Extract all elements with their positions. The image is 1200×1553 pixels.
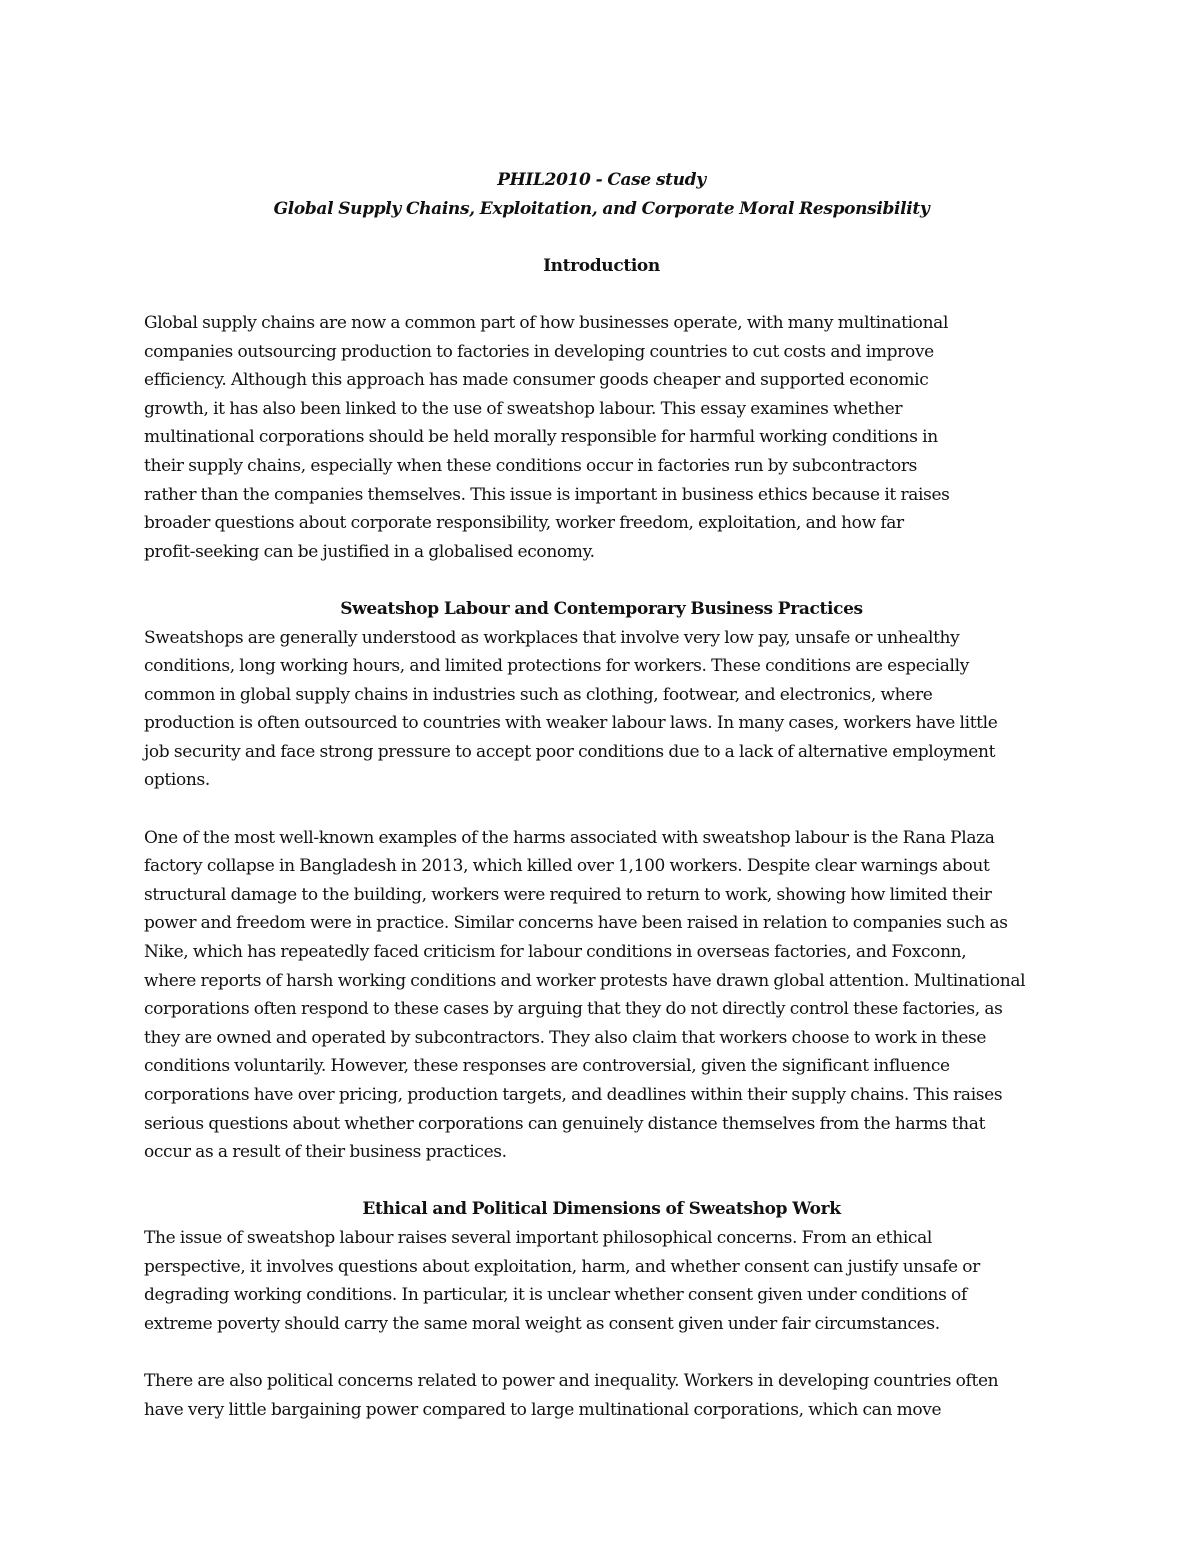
section-heading-sweatshop-labour: Sweatshop Labour and Contemporary Business Practices [340, 598, 863, 619]
text-line: Global supply chains are now a common part of how businesses operate, with many multinational [144, 312, 949, 333]
text-line: companies outsourcing production to factories in developing countries to cut costs and improve [144, 341, 934, 362]
document-page [144, 166, 1059, 1424]
paragraph [144, 1367, 1059, 1424]
spacer [144, 795, 1059, 824]
document-title: PHIL2010 - Case study [497, 170, 706, 190]
spacer [144, 1338, 1059, 1367]
section-heading-ethical-political: Ethical and Political Dimensions of Sweatshop Work [362, 1199, 841, 1220]
text-line: degrading working conditions. In particular, it is unclear whether consent given under conditions of [144, 1285, 967, 1306]
text-line: conditions, long working hours, and limited protections for workers. These conditions are especially [144, 656, 969, 677]
text-line: There are also political concerns related to power and inequality. Workers in developing countries often [144, 1370, 999, 1391]
spacer [144, 280, 1059, 309]
text-line: their supply chains, especially when these conditions occur in factories run by subcontractors [144, 455, 917, 476]
text-line: growth, it has also been linked to the use of sweatshop labour. This essay examines whether [144, 398, 903, 419]
text-line: serious questions about whether corporations can genuinely distance themselves from the harms that [144, 1113, 986, 1134]
text-line: corporations have over pricing, production targets, and deadlines within their supply chains. This raises [144, 1085, 1003, 1105]
text-line: have very little bargaining power compared to large multinational corporations, which can move [144, 1399, 942, 1420]
text-line: corporations often respond to these cases by arguing that they do not directly control these factories, as [144, 999, 1003, 1020]
text-line: One of the most well-known examples of the harms associated with sweatshop labour is the Rana Plaza [144, 827, 995, 848]
text-line: conditions voluntarily. However, these responses are controversial, given the significant influence [144, 1056, 950, 1077]
spacer [144, 1167, 1059, 1196]
text-line: multinational corporations should be held morally responsible for harmful working conditions in [144, 427, 938, 448]
text-line: rather than the companies themselves. This issue is important in business ethics because it raises [144, 484, 950, 505]
text-line: extreme poverty should carry the same moral weight as consent given under fair circumstances. [144, 1313, 940, 1334]
text-line: efficiency. Although this approach has made consumer goods cheaper and supported economic [144, 370, 929, 391]
text-line: profit-seeking can be justified in a globalised economy. [144, 541, 595, 562]
text-line: they are owned and operated by subcontractors. They also claim that workers choose to work in these [144, 1027, 987, 1048]
text-line: perspective, it involves questions about exploitation, harm, and whether consent can justify unsafe or [144, 1256, 980, 1277]
text-line: Sweatshops are generally understood as workplaces that involve very low pay, unsafe or unhealthy [144, 627, 960, 648]
text-line: production is often outsourced to countries with weaker labour laws. In many cases, workers have little [144, 713, 998, 734]
text-line: broader questions about corporate responsibility, worker freedom, exploitation, and how far [144, 513, 904, 534]
paragraph [144, 1224, 1059, 1338]
text-line: occur as a result of their business practices. [144, 1142, 507, 1163]
spacer [144, 223, 1059, 252]
document-subtitle: Global Supply Chains, Exploitation, and Corporate Moral Responsibility [273, 198, 930, 219]
paragraph [144, 824, 1059, 1167]
text-line: structural damage to the building, workers were required to return to work, showing how limited their [144, 884, 992, 905]
text-line: factory collapse in Bangladesh in 2013, which killed over 1,100 workers. Despite clear warnings about [144, 856, 990, 877]
text-line: common in global supply chains in industries such as clothing, footwear, and electronics, where [144, 684, 933, 705]
paragraph [144, 624, 1059, 796]
text-line: job security and face strong pressure to accept poor conditions due to a lack of alternative employment [144, 741, 996, 762]
text-line: power and freedom were in practice. Similar concerns have been raised in relation to companies such as [144, 913, 1008, 934]
text-line: The issue of sweatshop labour raises several important philosophical concerns. From an ethical [144, 1227, 932, 1248]
paragraph [144, 309, 1059, 566]
text-line: where reports of harsh working conditions and worker protests have drawn global attention. Multinational [144, 970, 1026, 991]
spacer [144, 566, 1059, 595]
text-line: options. [144, 770, 210, 791]
section-heading-introduction: Introduction [543, 255, 660, 276]
text-line: Nike, which has repeatedly faced criticism for labour conditions in overseas factories, and Foxconn, [144, 942, 967, 963]
